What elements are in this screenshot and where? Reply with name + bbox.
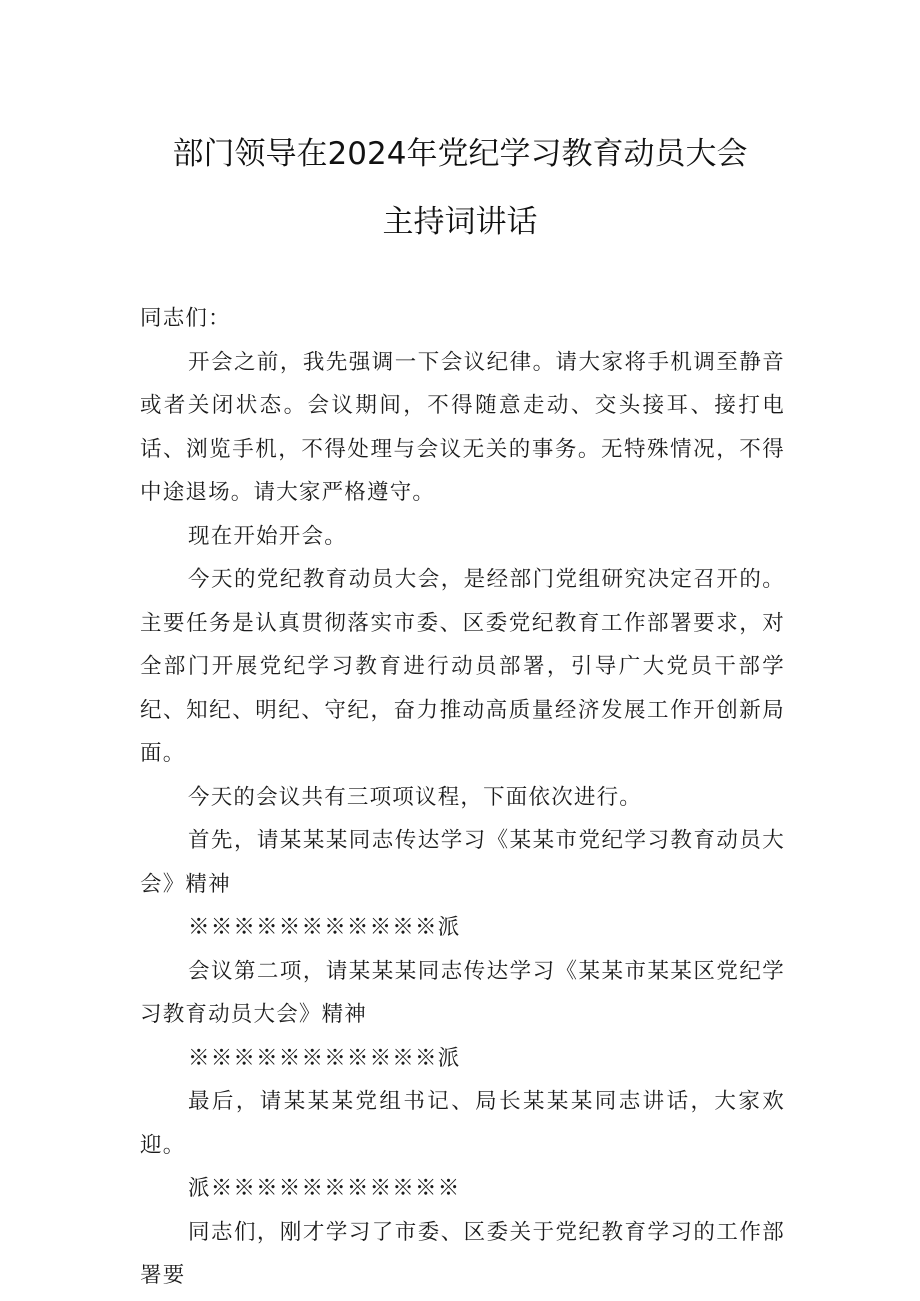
- paragraph-agenda-intro: 今天的会议共有三项项议程，下面依次进行。: [188, 784, 643, 810]
- document-title-line-1: 部门领导在2024年党纪学习教育动员大会: [172, 136, 748, 172]
- paragraph-placeholder-2: ※※※※※※※※※※※派: [188, 1045, 461, 1071]
- paragraph-placeholder-3: 派※※※※※※※※※※※: [188, 1176, 461, 1201]
- salutation: 同志们：: [140, 306, 231, 331]
- paragraph-meeting-discipline: 开会之前，我先强调一下会议纪律。请大家将手机调至静音或者关闭状态。会议期间，不得随意走动、交头接耳、接打电话、浏览手机，不得处理与会议无关的事务。无特殊情况，不得中途退场。请大家严格遵守。: [140, 349, 785, 505]
- paragraph-closing: 同志们，刚才学习了市委、区委关于党纪教育学习的工作部署要: [140, 1219, 785, 1288]
- paragraph-agenda-item-2: 会议第二项，请某某某同志传达学习《某某市某某区党纪学习教育动员大会》精神: [140, 958, 785, 1027]
- paragraph-placeholder-1: ※※※※※※※※※※※派: [188, 915, 461, 940]
- document-title-line-2: 主持词讲话: [382, 204, 538, 240]
- document-body: [140, 297, 785, 1298]
- paragraph-meeting-purpose: 今天的党纪教育动员大会，是经部门党组研究决定召开的。主要任务是认真贯彻落实市委、区委党纪教育工作部署要求，对全部门开展党纪学习教育进行动员部署，引导广大党员干部学纪、知纪、明纪、守纪，奋力推动高质量经济发展工作开创新局面。: [140, 567, 785, 766]
- paragraph-agenda-item-3: 最后，请某某某党组书记、局长某某某同志讲话，大家欢迎。: [140, 1089, 785, 1158]
- paragraph-meeting-start: 现在开始开会。: [188, 523, 347, 549]
- paragraph-agenda-item-1: 首先，请某某某同志传达学习《某某市党纪学习教育动员大会》精神: [140, 828, 785, 897]
